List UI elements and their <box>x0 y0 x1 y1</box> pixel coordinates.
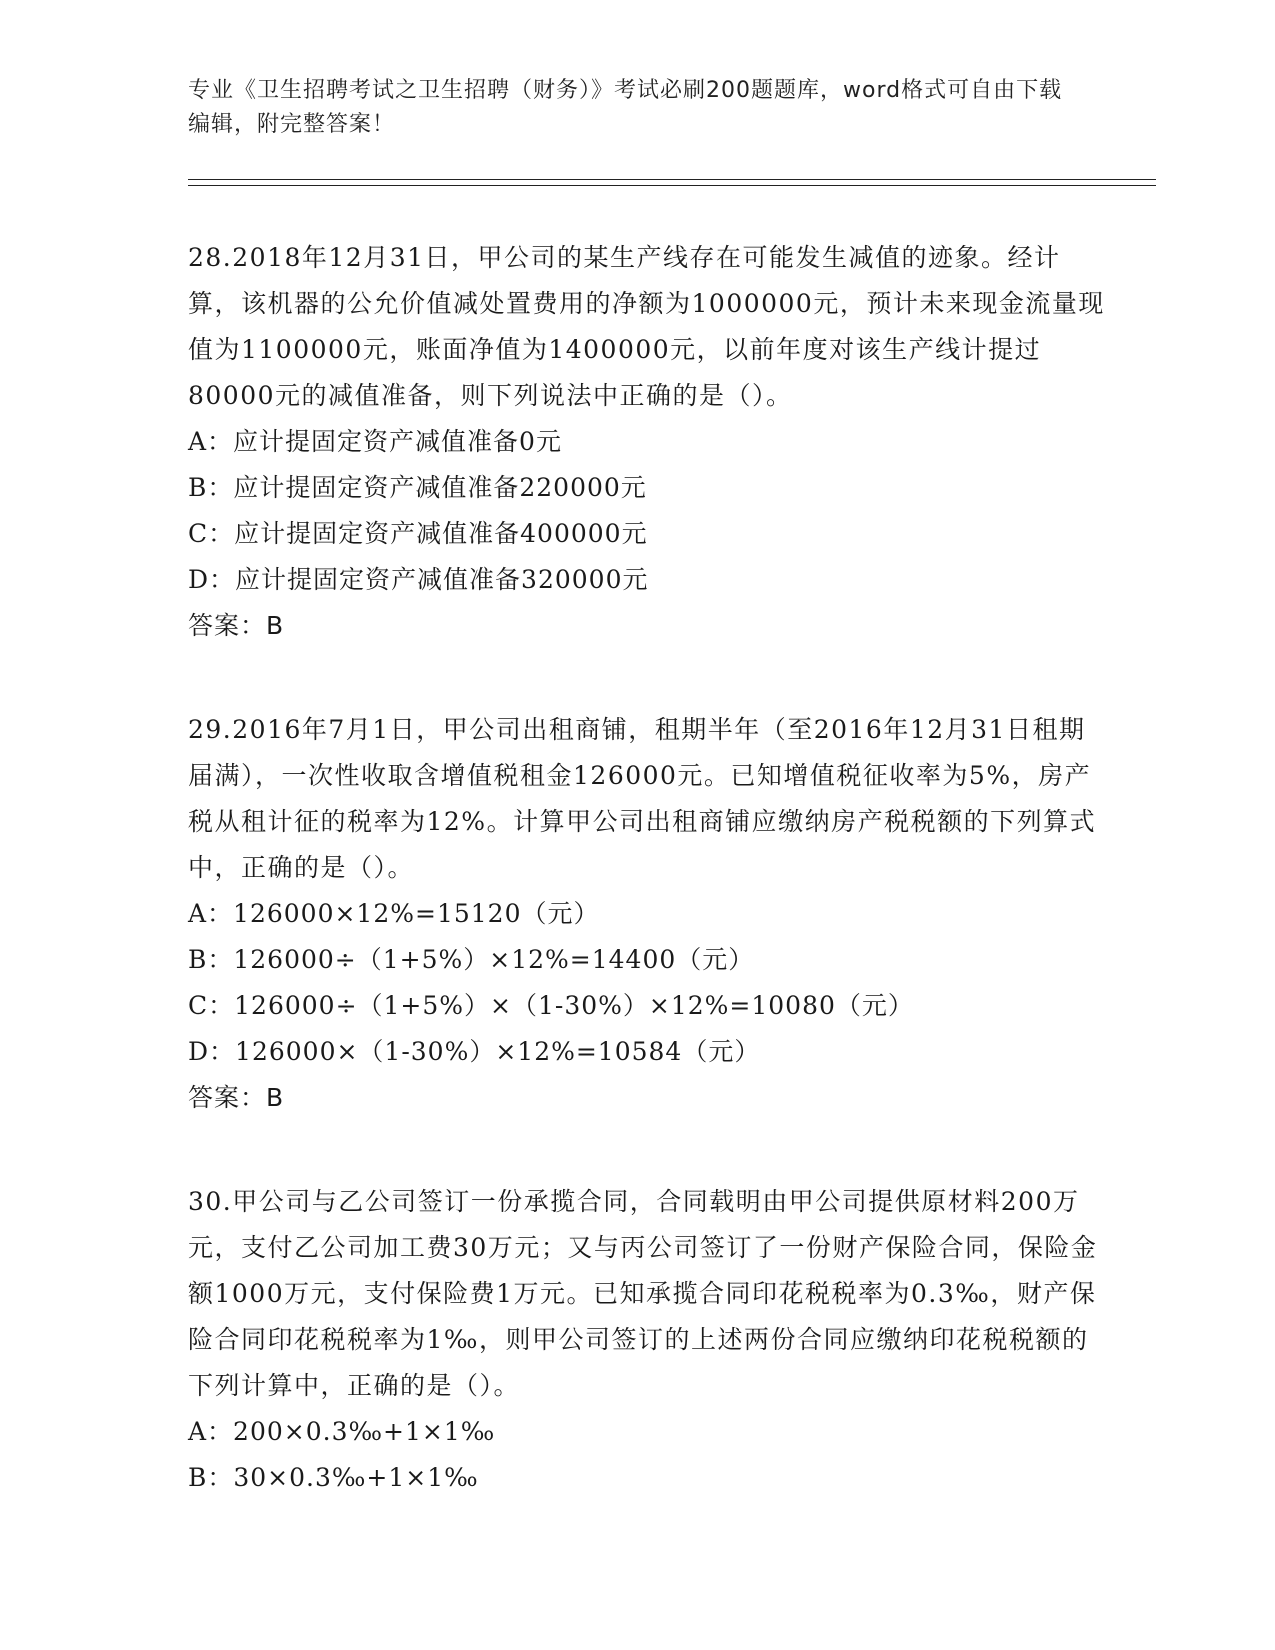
option-d: D：应计提固定资产减值准备320000元 <box>188 565 649 594</box>
option-b: B：126000÷（1+5%）×12%=14400（元） <box>188 945 755 974</box>
answer-label: 答案：B <box>188 611 285 640</box>
header-divider-top <box>188 179 1156 180</box>
option-a: A：应计提固定资产减值准备0元 <box>188 427 562 456</box>
option-b: B：30×0.3‰+1×1‰ <box>188 1463 479 1492</box>
question-stem: 29.2016年7月1日，甲公司出租商铺，租期半年（至2016年12月31日租期届满），一次性收取含增值税租金126000元。已知增值税征收率为5%，房产税从租计征的税率为12%。计算甲公司出租商铺应缴纳房产税税额的下列算式中，正确的是（）。 <box>188 715 1097 882</box>
question-28 <box>188 235 1108 649</box>
option-a: A：126000×12%=15120（元） <box>188 899 600 928</box>
question-29 <box>188 707 1108 1121</box>
question-30 <box>188 1179 1108 1501</box>
option-c: C：126000÷（1+5%）×（1-30%）×12%=10080（元） <box>188 991 914 1020</box>
question-list <box>188 235 1108 1559</box>
question-stem: 28.2018年12月31日，甲公司的某生产线存在可能发生减值的迹象。经计算，该机器的公允价值减处置费用的净额为1000000元，预计未来现金流量现值为1100000元，账面净值为1400000元，以前年度对该生产线计提过80000元的减值准备，则下列说法中正确的是（）。 <box>188 243 1105 410</box>
option-c: C：应计提固定资产减值准备400000元 <box>188 519 648 548</box>
option-d: D：126000×（1-30%）×12%=10584（元） <box>188 1037 761 1066</box>
header-divider-bottom <box>188 185 1156 186</box>
question-stem: 30.甲公司与乙公司签订一份承揽合同，合同载明由甲公司提供原材料200万元，支付乙公司加工费30万元；又与丙公司签订了一份财产保险合同，保险金额1000万元，支付保险费1万元。已知承揽合同印花税税率为0.3‰，财产保险合同印花税税率为1‰，则甲公司签订的上述两份合同应缴纳印花税税额的下列计算中，正确的是（）。 <box>188 1187 1098 1400</box>
document-header: 专业《卫生招聘考试之卫生招聘（财务）》考试必刷200题题库，word格式可自由下载编辑，附完整答案！ <box>188 78 1063 137</box>
answer-label: 答案：B <box>188 1083 285 1112</box>
option-b: B：应计提固定资产减值准备220000元 <box>188 473 647 502</box>
option-a: A：200×0.3‰+1×1‰ <box>188 1417 496 1446</box>
